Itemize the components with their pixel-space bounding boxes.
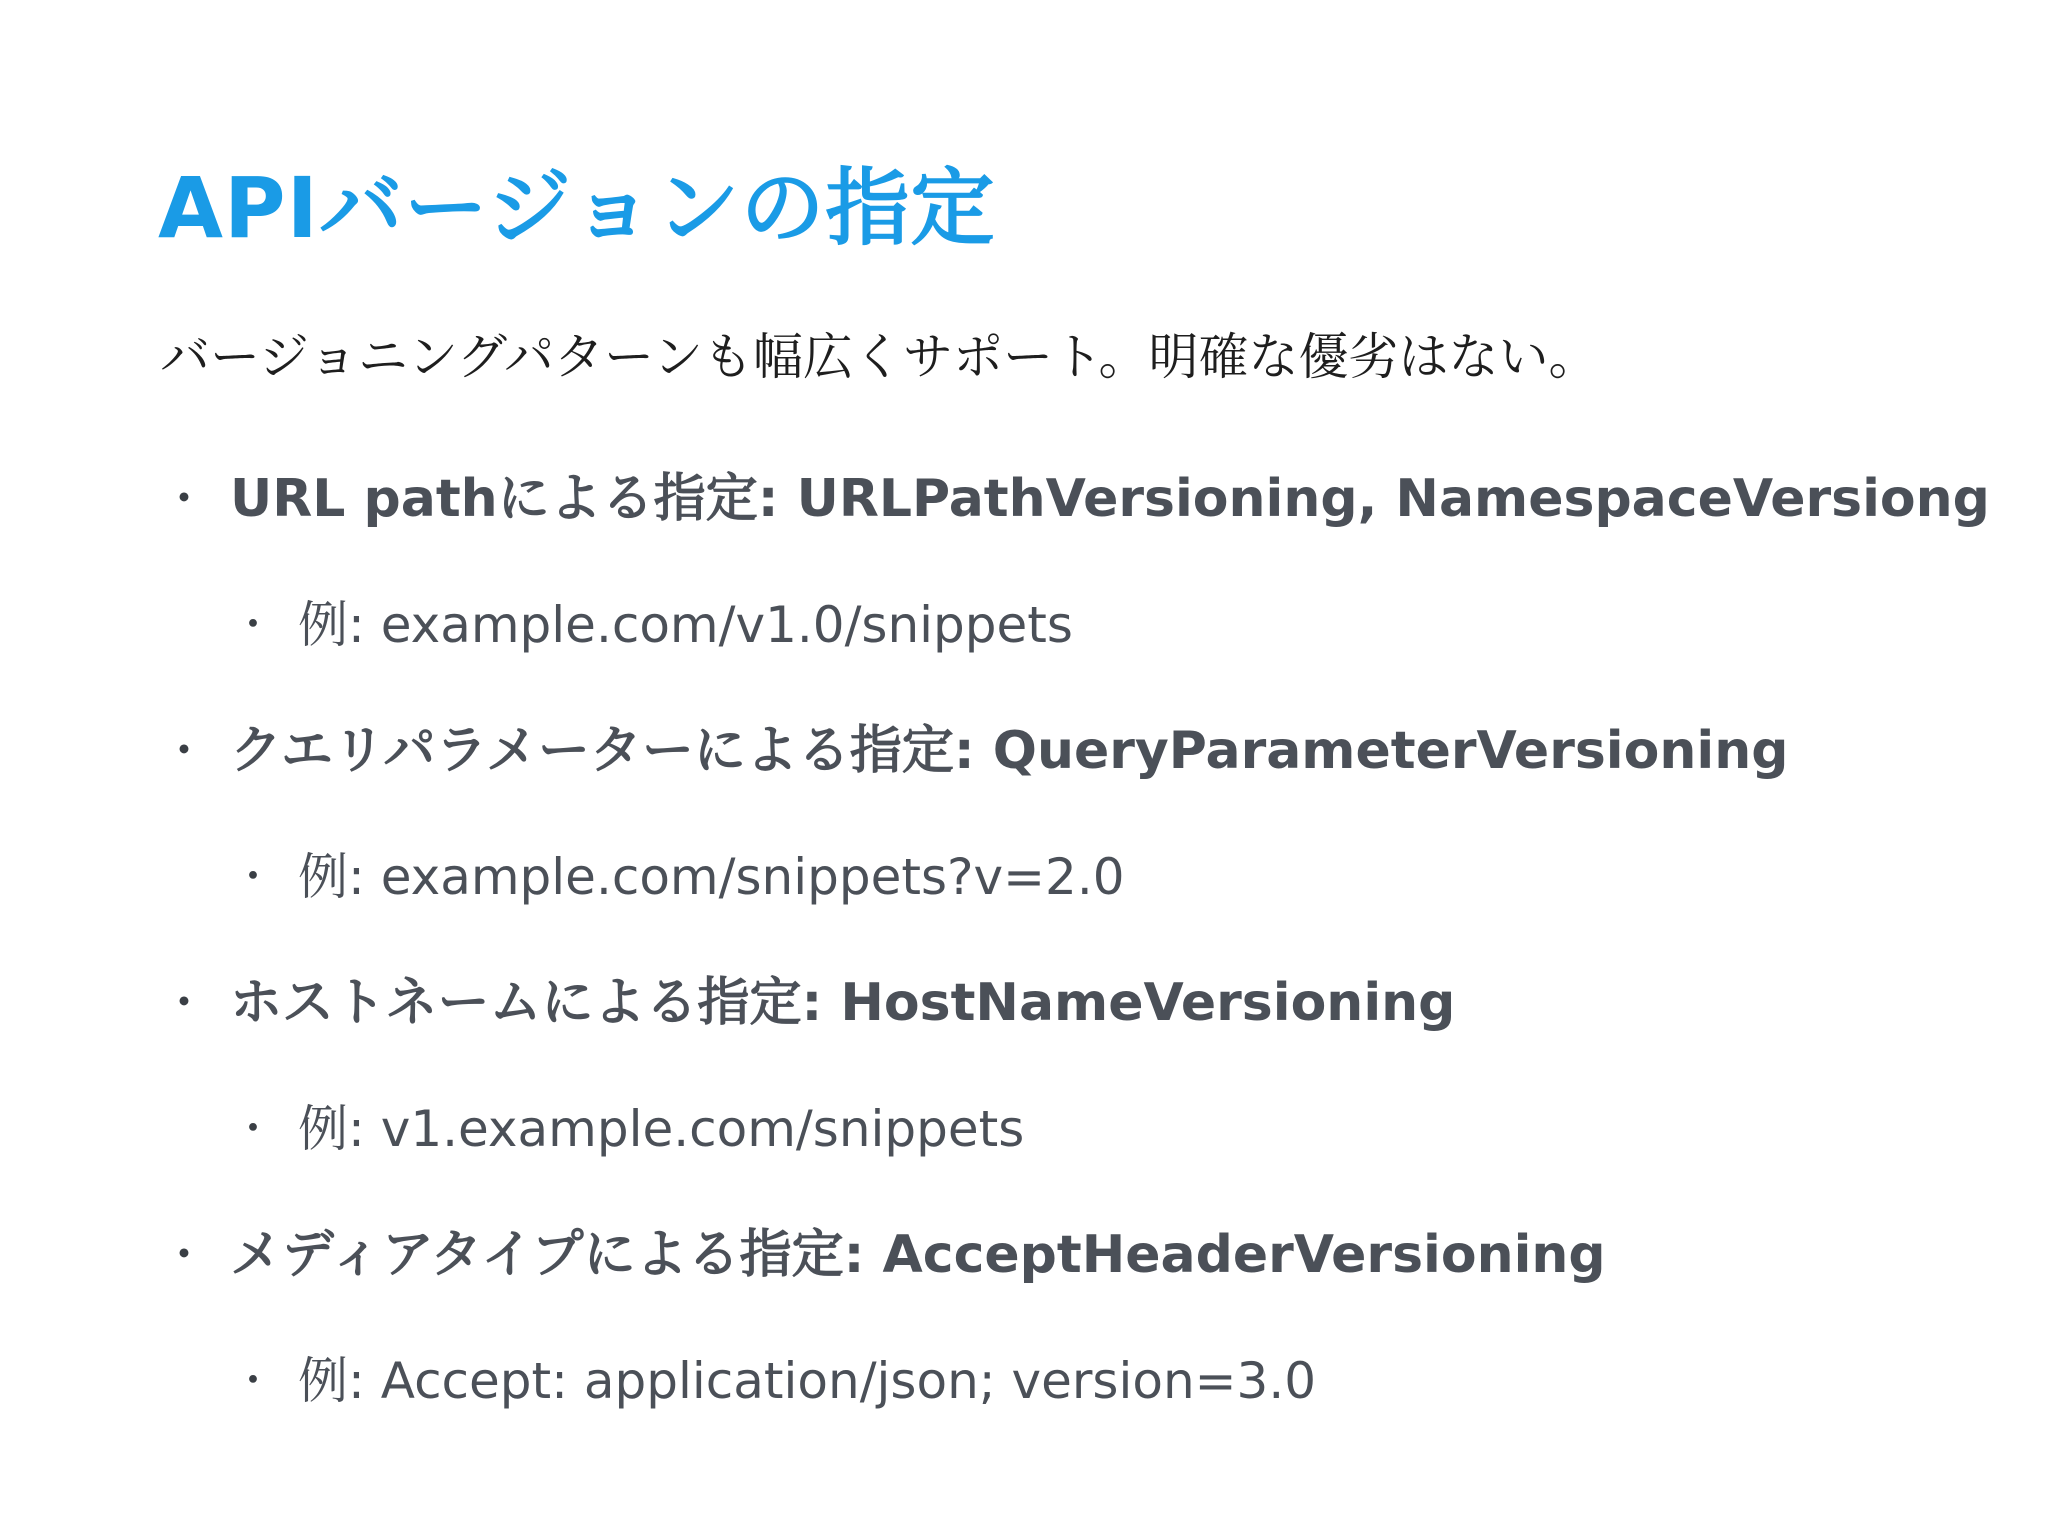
bullet-icon: ・ (232, 600, 275, 649)
list-item-text: メディアタイプによる指定: AcceptHeaderVersioning (230, 1225, 1606, 1285)
list-item (0, 1216, 2048, 1342)
list-item (0, 460, 2048, 586)
list-item (0, 1090, 2048, 1216)
list-item (0, 712, 2048, 838)
bullet-icon: ・ (160, 1227, 209, 1283)
list-item-text: 例: v1.example.com/snippets (298, 1100, 1025, 1158)
slide-subtitle: バージョニングパターンも幅広くサポート。明確な優劣はない。 (160, 328, 1599, 386)
bullet-icon: ・ (232, 1104, 275, 1153)
list-item (0, 1342, 2048, 1468)
list-item (0, 838, 2048, 964)
list-item-text: 例: example.com/v1.0/snippets (298, 596, 1073, 654)
list-item-text: ホストネームによる指定: HostNameVersioning (230, 973, 1456, 1033)
bullet-icon: ・ (160, 723, 209, 779)
bullet-icon: ・ (232, 1356, 275, 1405)
bullet-icon: ・ (160, 471, 209, 527)
list-item (0, 586, 2048, 712)
list-item (0, 964, 2048, 1090)
bullet-icon: ・ (232, 852, 275, 901)
list-item-text: クエリパラメーターによる指定: QueryParameterVersioning (230, 721, 1789, 781)
bullet-list (0, 460, 2048, 1468)
bullet-icon: ・ (160, 975, 209, 1031)
slide-title: APIバージョンの指定 (158, 159, 996, 257)
list-item-text: 例: Accept: application/json; version=3.0 (298, 1352, 1317, 1410)
list-item-text: 例: example.com/snippets?v=2.0 (298, 848, 1125, 906)
list-item-text: URL pathによる指定: URLPathVersioning, NamespaceVersiong (230, 469, 1990, 529)
